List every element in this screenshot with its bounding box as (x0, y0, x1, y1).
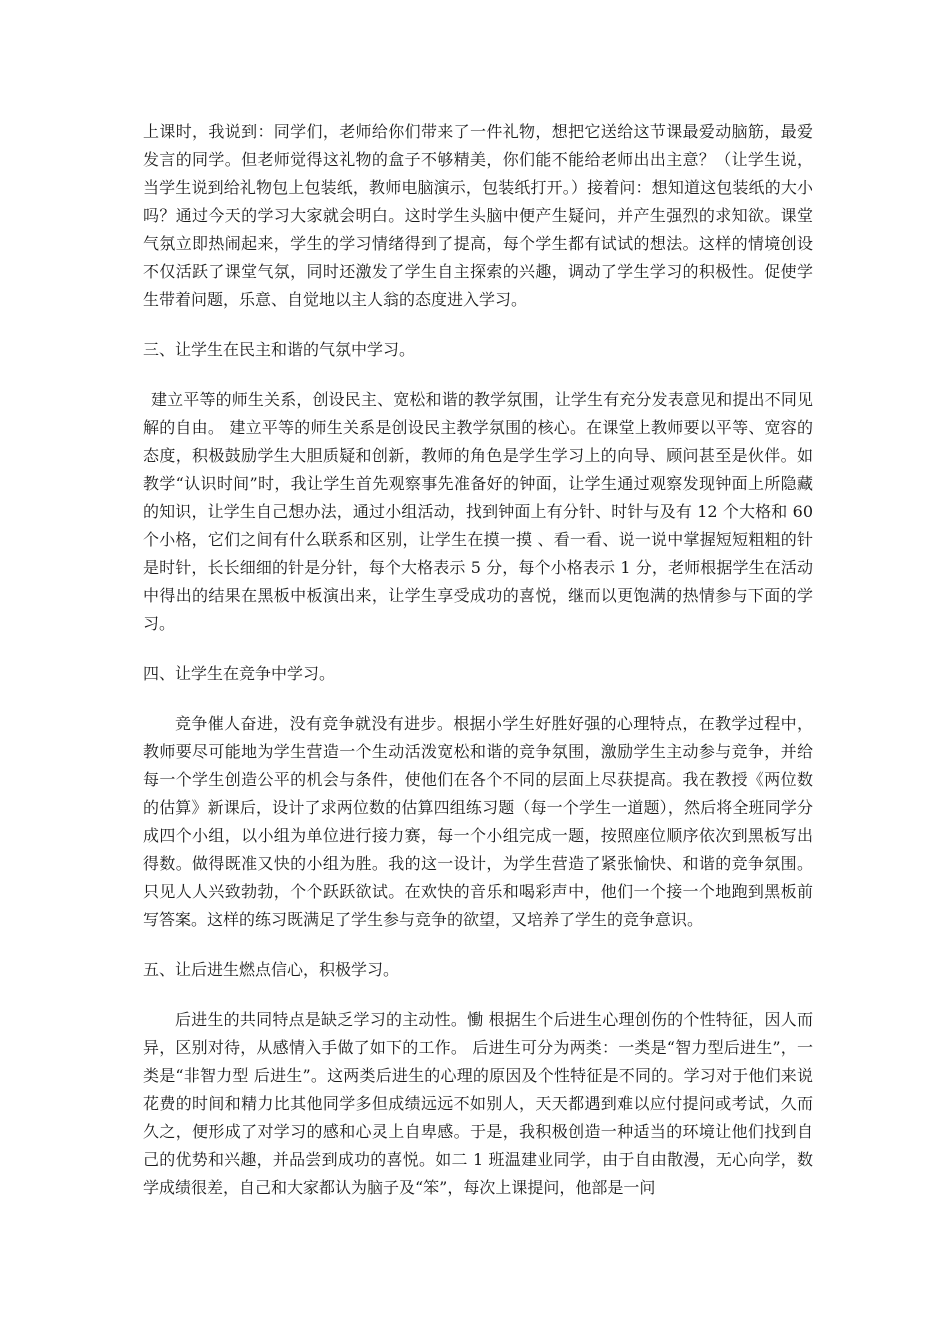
section-heading-5: 五、让后进生燃点信心，积极学习。 (143, 960, 400, 979)
paragraph-intro: 上课时，我说到：同学们，老师给你们带来了一件礼物，想把它送给这节课最爱动脑筋，最爱发言的同学。但老师觉得这礼物的盒子不够精美，你们能不能给老师出出主意？（让学生说，当学生说到给礼物包上包装纸，教师电脑演示，包装纸打开。）接着问：想知道这包装纸的大小吗？通过今天的学习大家就会明白。这时学生头脑中便产生疑问，并产生强烈的求知欲。课堂气氛立即热闹起来，学生的学习情绪得到了提高，每个学生都有试试的想法。这样的情境创设不仅活跃了课堂气氛，同时还激发了学生自主探索的兴趣，调动了学生学习的积极性。促使学生带着问题，乐意、自觉地以主人翁的态度进入学习。 (143, 122, 813, 309)
document-page (143, 118, 813, 1224)
paragraph-section-4: 竞争催人奋进，没有竞争就没有进步。根据小学生好胜好强的心理特点，在教学过程中，教师要尽可能地为学生营造一个生动活泼宽松和谐的竞争氛围，激励学生主动参与竞争，并给每一个学生创造公平的机会与条件，使他们在各个不同的层面上尽获提高。我在教授《两位数的估算》新课后，设计了求两位数的估算四组练习题（每一个学生一道题），然后将全班同学分成四个小组，以小组为单位进行接力赛，每一个小组完成一题，按照座位顺序依次到黑板写出得数。做得既准又快的小组为胜。我的这一设计，为学生营造了紧张愉快、和谐的竞争氛围。只见人人兴致勃勃，个个跃跃欲试。在欢快的音乐和喝彩声中，他们一个接一个地跑到黑板前写答案。这样的练习既满足了学生参与竞争的欲望，又培养了学生的竞争意识。 (143, 714, 813, 929)
section-heading-3: 三、让学生在民主和谐的气氛中学习。 (143, 340, 416, 359)
paragraph-section-5: 后进生的共同特点是缺乏学习的主动性。慟 根据生个后进生心理创伤的个性特征，因人而异，区别对待，从感情入手做了如下的工作。 后进生可分为两类：一类是“智力型后进生”，一类是“非智力型 后进生”。这两类后进生的心理的原因及个性特征是不同的。学习对于他们来说花费的时间和精力比其他同学多但成绩远远不如别人，天天都遇到难以应付提问或考试，久而久之，便形成了对学习的感和心灵上自卑感。于是，我积极创造一种适当的环境让他们找到自己的优势和兴趣，并品尝到成功的喜悦。如二 1 班温建业同学，由于自由散漫，无心向学，数学成绩很差，自己和大家都认为脑子及“笨”，每次上课提问，他部是一问 (143, 1010, 813, 1197)
paragraph-section-3: 建立平等的师生关系，创设民主、宽松和谐的教学氛围，让学生有充分发表意见和提出不同见解的自由。 建立平等的师生关系是创设民主教学氛围的核心。在课堂上教师要以平等、宽容的态度，积极鼓励学生大胆质疑和创新，教师的角色是学生学习上的向导、顾问甚至是伙伴。如教学“认识时间”时，我让学生首先观察事先准备好的钟面，让学生通过观察发现钟面上所隐藏的知识，让学生自己想办法，通过小组活动，找到钟面上有分针、时针与及有 12 个大格和 60 个小格，它们之间有什么联系和区别，让学生在摸一摸 、看一看、说一说中掌握短短粗粗的针是时针，长长细细的针是分针，每个大格表示 5 分，每个小格表示 1 分，老师根据学生在活动中得出的结果在黑板中板演出来，让学生享受成功的喜悦，继而以更饱满的热情参与下面的学习。 (143, 390, 813, 633)
section-heading-4: 四、让学生在竞争中学习。 (143, 664, 336, 683)
